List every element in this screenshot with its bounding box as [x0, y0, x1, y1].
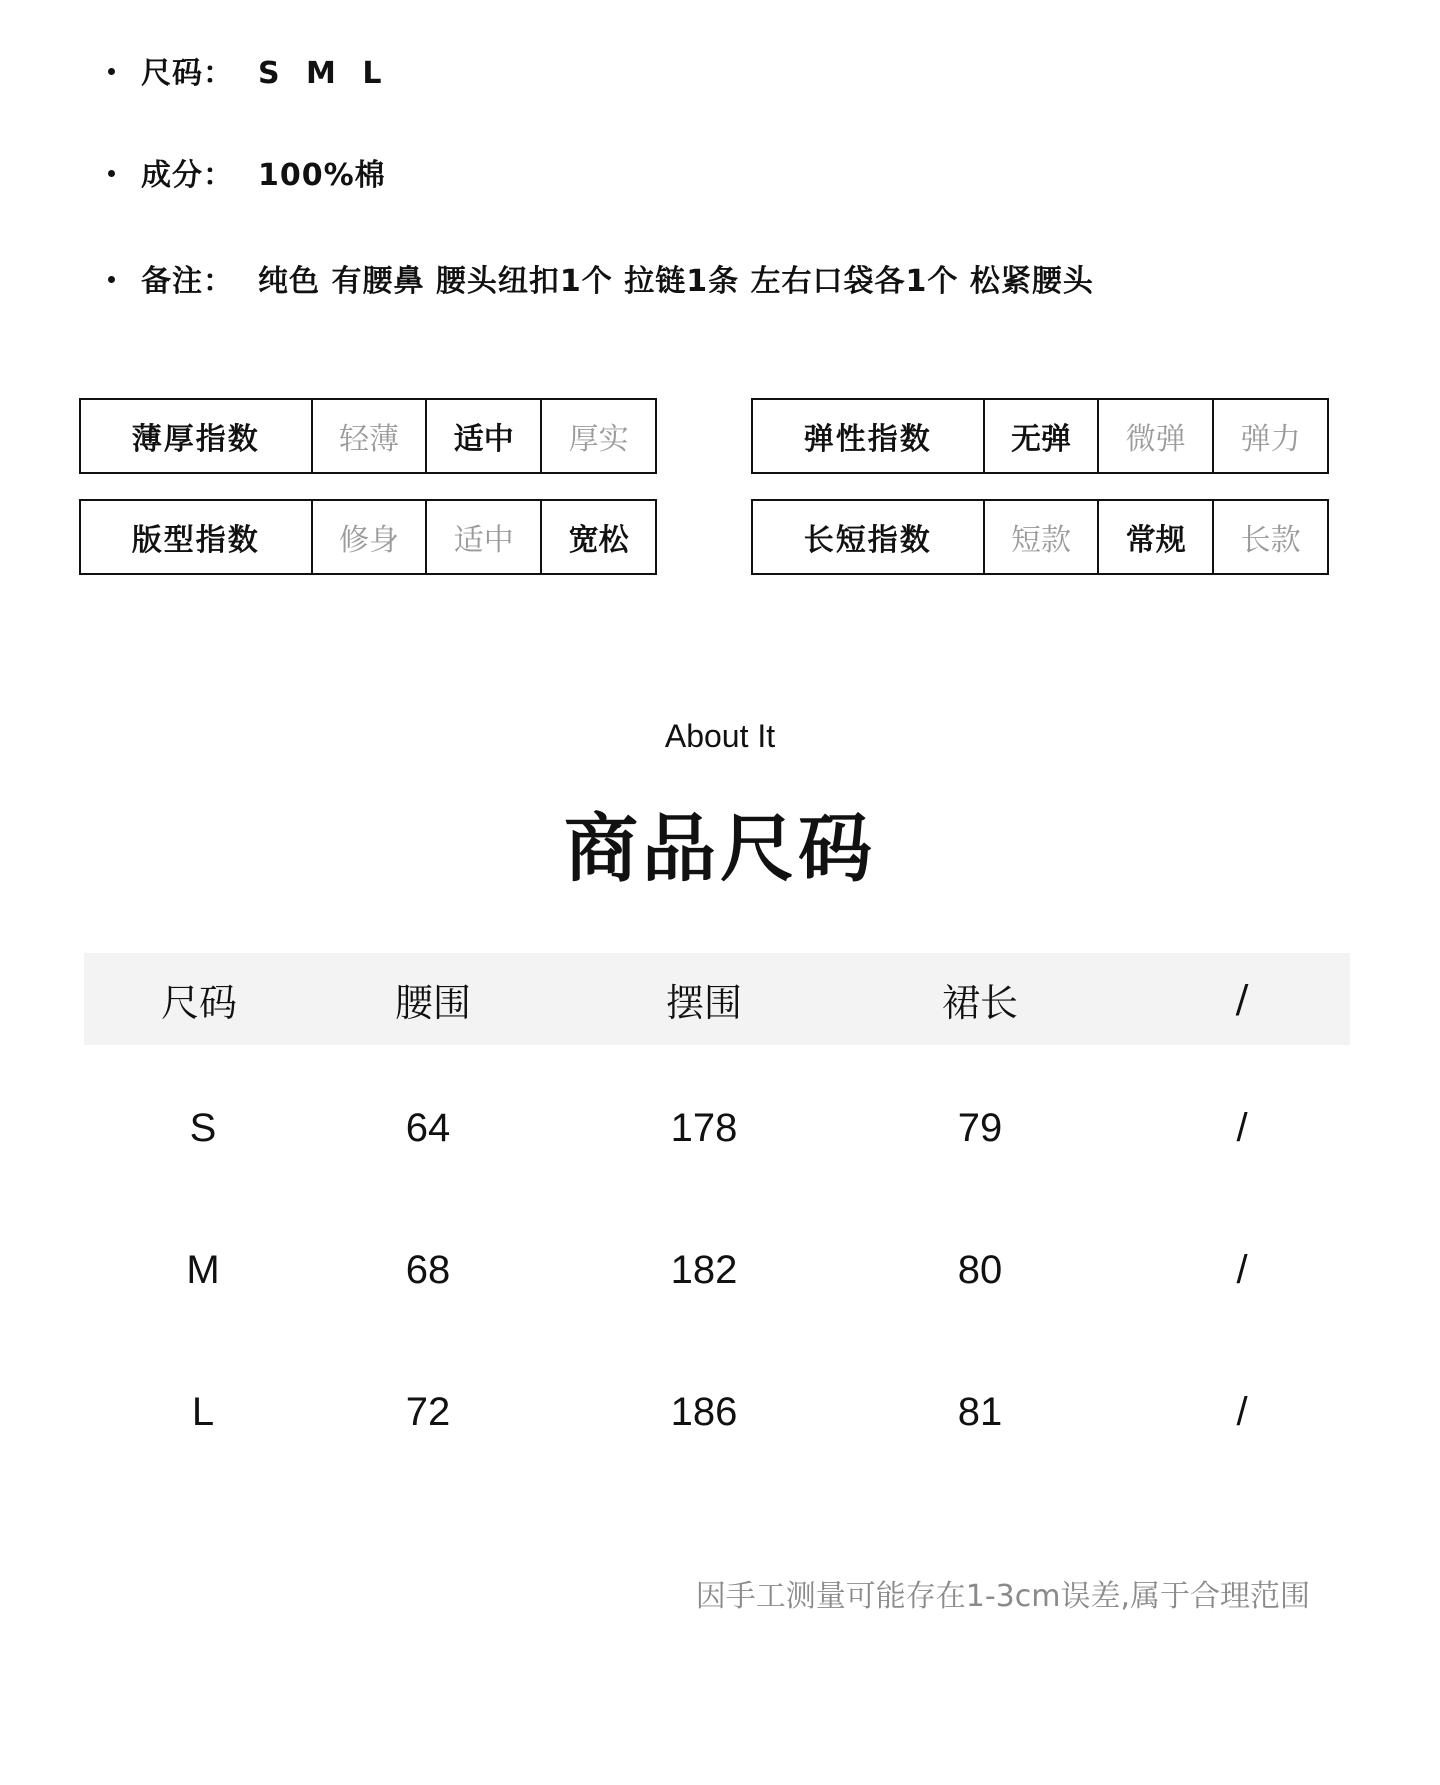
size-table [84, 953, 1350, 1483]
index-thickness [79, 398, 657, 474]
table-cell: / [1236, 1389, 1248, 1434]
column-header: 腰围 [394, 980, 471, 1025]
table-cell: 79 [957, 1105, 1003, 1150]
table-cell: / [1236, 1247, 1248, 1292]
table-cell: 64 [405, 1105, 451, 1150]
table-cell: M [186, 1247, 220, 1292]
spec-note [108, 256, 1094, 300]
table-row [84, 1199, 1350, 1341]
index-option: 修身 [311, 501, 426, 573]
spec-label: 备注： [141, 264, 234, 299]
index-option: 弹力 [1212, 400, 1327, 472]
table-cell: 182 [670, 1247, 738, 1292]
size-section-title: 商品尺码 [564, 806, 876, 892]
table-cell: 68 [405, 1247, 451, 1292]
index-title: 版型指数 [131, 523, 260, 558]
index-option: 适中 [425, 501, 540, 573]
column-header: 裙长 [941, 980, 1018, 1025]
column-header: / [1235, 977, 1249, 1021]
table-cell: / [1236, 1105, 1248, 1150]
bullet-icon [108, 170, 115, 177]
table-row [84, 1057, 1350, 1199]
bullet-icon [108, 68, 115, 75]
index-option: 常规 [1097, 501, 1212, 573]
index-elasticity [751, 398, 1329, 474]
index-option: 短款 [983, 501, 1098, 573]
measurement-footnote: 因手工测量可能存在1-3cm误差,属于合理范围 [695, 1579, 1310, 1614]
index-title: 长短指数 [803, 523, 932, 558]
spec-label: 成分： [141, 158, 234, 193]
index-title: 弹性指数 [803, 422, 932, 457]
index-option: 无弹 [983, 400, 1098, 472]
table-cell: 81 [957, 1389, 1003, 1434]
index-option: 微弹 [1097, 400, 1212, 472]
table-cell: 72 [405, 1389, 451, 1434]
spec-value: S M L [258, 56, 390, 91]
table-cell: 186 [670, 1389, 738, 1434]
index-title: 薄厚指数 [131, 422, 260, 457]
spec-value: 纯色 有腰鼻 腰头纽扣1个 拉链1条 左右口袋各1个 松紧腰头 [258, 264, 1094, 299]
table-cell: 178 [670, 1105, 738, 1150]
about-label: About It [664, 718, 776, 754]
column-header: 摆围 [665, 980, 742, 1025]
spec-material [108, 150, 386, 194]
table-cell: 80 [957, 1247, 1003, 1292]
column-header: 尺码 [160, 980, 237, 1025]
index-option: 厚实 [540, 400, 655, 472]
spec-size [108, 48, 389, 92]
bullet-icon [108, 276, 115, 283]
index-option: 长款 [1212, 501, 1327, 573]
index-option: 宽松 [540, 501, 655, 573]
spec-value: 100%棉 [258, 158, 386, 193]
spec-label: 尺码： [141, 56, 234, 91]
table-row [84, 1341, 1350, 1483]
index-option: 轻薄 [311, 400, 426, 472]
index-length [751, 499, 1329, 575]
table-cell: S [189, 1105, 217, 1150]
index-fit [79, 499, 657, 575]
table-cell: L [191, 1389, 215, 1434]
index-option: 适中 [425, 400, 540, 472]
size-table-header [84, 953, 1350, 1045]
